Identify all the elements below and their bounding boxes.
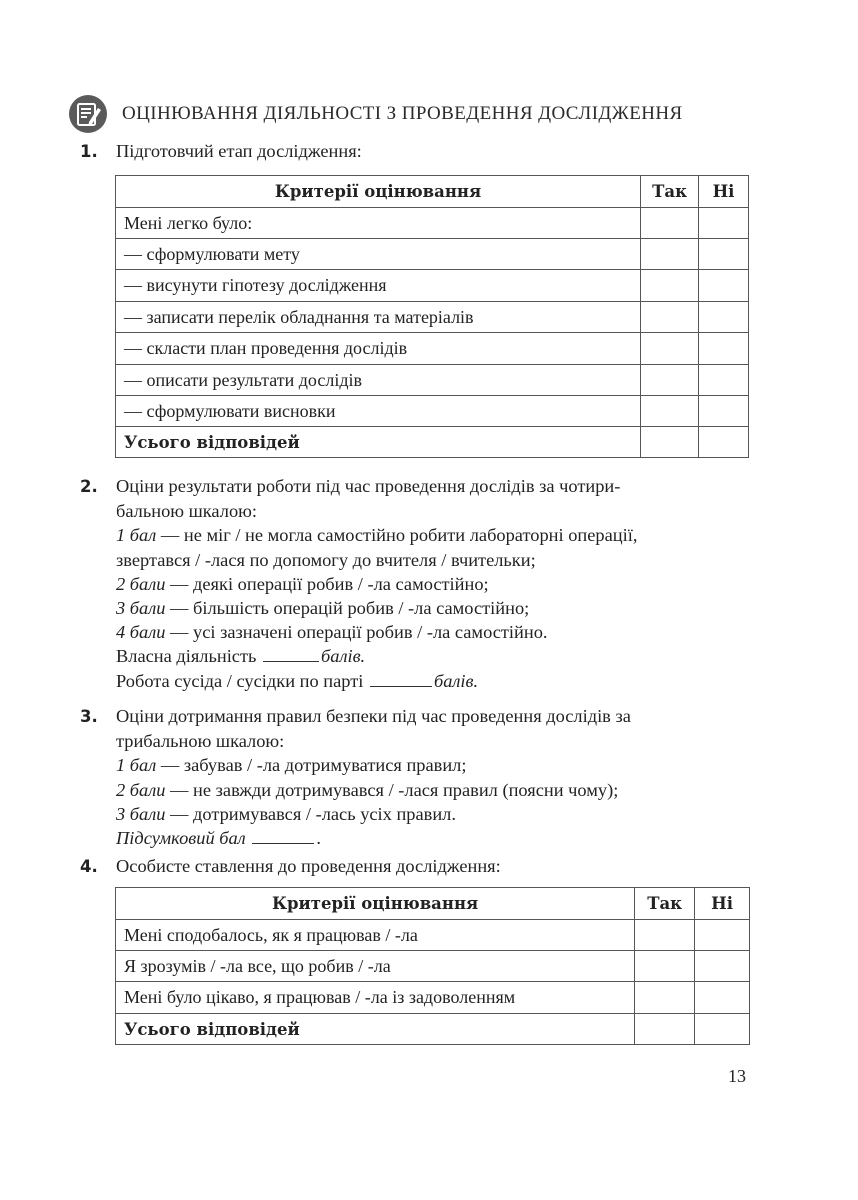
no-cell[interactable] bbox=[699, 302, 749, 333]
no-cell[interactable] bbox=[699, 396, 749, 427]
yes-total-cell[interactable] bbox=[635, 1014, 695, 1045]
neighbor-score-blank[interactable] bbox=[370, 670, 432, 687]
column-header-criteria: Критерії оцінювання bbox=[116, 888, 635, 920]
section-intro: Оціни дотримання правил безпеки під час проведення дослідів за bbox=[116, 706, 631, 726]
own-score-line bbox=[80, 644, 750, 668]
score-label: 1 бал bbox=[116, 525, 157, 546]
section-title: Особисте ставлення до проведення дослідження: bbox=[116, 856, 501, 876]
no-cell[interactable] bbox=[699, 270, 749, 302]
yes-cell[interactable] bbox=[641, 396, 699, 427]
section-intro-cont: трибальною шкалою: bbox=[116, 731, 285, 752]
yes-total-cell[interactable] bbox=[641, 427, 699, 458]
section-number: 2. bbox=[80, 477, 98, 496]
own-score-label: Власна діяльність bbox=[116, 646, 261, 667]
score-text: — дотримувався / -лась усіх правил. bbox=[165, 803, 456, 824]
criterion-label: — висунути гіпотезу дослідження bbox=[116, 270, 641, 302]
criterion-label: — сформулювати мету bbox=[116, 239, 641, 270]
criterion-label: Мені сподобалось, як я працював / -ла bbox=[116, 920, 635, 951]
yes-cell[interactable] bbox=[635, 920, 695, 951]
no-cell[interactable] bbox=[695, 951, 750, 982]
score-label: 3 бали bbox=[116, 598, 166, 619]
column-header-yes: Так bbox=[635, 888, 695, 920]
score-item bbox=[80, 802, 750, 826]
yes-cell[interactable] bbox=[635, 951, 695, 982]
table-row bbox=[116, 302, 749, 333]
no-total-cell[interactable] bbox=[699, 427, 749, 458]
neighbor-score-label: Робота сусіда / сусідки по парті bbox=[116, 670, 368, 691]
score-item-cont: звертався / -лася по допомогу до вчителя / вчительки; bbox=[116, 549, 536, 570]
table-row bbox=[116, 982, 750, 1014]
score-text: — забував / -ла дотримуватися правил; bbox=[156, 755, 467, 776]
section-intro-cont: бальною шкалою: bbox=[116, 501, 257, 522]
total-label: Усього відповідей bbox=[116, 427, 641, 458]
score-text: — деякі операції робив / -ла самостійно; bbox=[165, 573, 489, 594]
score-text: — не завжди дотримувався / -лася правил (поясни чому); bbox=[165, 779, 619, 800]
section-header bbox=[68, 94, 683, 134]
score-label: 2 бали bbox=[116, 779, 166, 800]
table-row bbox=[116, 396, 749, 427]
criterion-label: — сформулювати висновки bbox=[116, 396, 641, 427]
yes-cell[interactable] bbox=[641, 333, 699, 365]
column-header-no: Ні bbox=[699, 176, 749, 208]
no-cell[interactable] bbox=[699, 239, 749, 270]
table-header-row bbox=[116, 176, 749, 208]
yes-cell[interactable] bbox=[641, 208, 699, 239]
section-number: 4. bbox=[80, 857, 98, 876]
table-row bbox=[116, 208, 749, 239]
attitude-criteria-table bbox=[115, 887, 750, 1045]
score-label: 4 бали bbox=[116, 622, 166, 643]
no-cell[interactable] bbox=[699, 208, 749, 239]
final-score-label: Підсумковий бал bbox=[116, 828, 251, 849]
no-total-cell[interactable] bbox=[695, 1014, 750, 1045]
table-row bbox=[116, 365, 749, 396]
final-score-end: . bbox=[316, 828, 321, 849]
column-header-criteria: Критерії оцінювання bbox=[116, 176, 641, 208]
criterion-label: Мені легко було: bbox=[116, 208, 641, 239]
section-intro: Оціни результати роботи під час проведення дослідів за чотири- bbox=[116, 476, 621, 496]
preparation-criteria-table bbox=[115, 175, 749, 458]
yes-cell[interactable] bbox=[641, 365, 699, 396]
score-item bbox=[80, 753, 750, 777]
table-row bbox=[116, 951, 750, 982]
score-text: — усі зазначені операції робив / -ла самостійно. bbox=[165, 622, 548, 643]
no-cell[interactable] bbox=[695, 982, 750, 1014]
table-row bbox=[116, 333, 749, 365]
page-number: 13 bbox=[728, 1066, 746, 1086]
score-text: — більшість операцій робив / -ла самостійно; bbox=[165, 598, 530, 619]
yes-cell[interactable] bbox=[641, 270, 699, 302]
column-header-no: Ні bbox=[695, 888, 750, 920]
neighbor-score-unit: балів. bbox=[433, 670, 479, 691]
neighbor-score-line bbox=[80, 669, 750, 693]
criterion-label: — скласти план проведення дослідів bbox=[116, 333, 641, 365]
total-label: Усього відповідей bbox=[116, 1014, 635, 1045]
section-2 bbox=[80, 474, 750, 693]
score-item bbox=[80, 572, 750, 596]
criterion-label: — записати перелік обладнання та матеріалів bbox=[116, 302, 641, 333]
no-cell[interactable] bbox=[699, 365, 749, 396]
yes-cell[interactable] bbox=[641, 239, 699, 270]
section-number: 3. bbox=[80, 707, 98, 726]
notepad-pencil-icon bbox=[68, 94, 108, 134]
criterion-label: Мені було цікаво, я працював / -ла із задоволенням bbox=[116, 982, 635, 1014]
table-total-row bbox=[116, 1014, 750, 1045]
section-number: 1. bbox=[80, 142, 98, 161]
table-header-row bbox=[116, 888, 750, 920]
score-item bbox=[80, 778, 750, 802]
final-score-blank[interactable] bbox=[252, 827, 314, 844]
table-row bbox=[116, 239, 749, 270]
no-cell[interactable] bbox=[699, 333, 749, 365]
section-4-heading bbox=[80, 854, 750, 879]
criterion-label: Я зрозумів / -ла все, що робив / -ла bbox=[116, 951, 635, 982]
score-item bbox=[80, 523, 750, 547]
own-score-blank[interactable] bbox=[263, 645, 319, 662]
score-label: 1 бал bbox=[116, 755, 157, 776]
own-score-unit: балів. bbox=[321, 646, 366, 667]
no-cell[interactable] bbox=[695, 920, 750, 951]
section-3 bbox=[80, 704, 750, 850]
table-total-row bbox=[116, 427, 749, 458]
table-row bbox=[116, 920, 750, 951]
score-item bbox=[80, 620, 750, 644]
criterion-label: — описати результати дослідів bbox=[116, 365, 641, 396]
score-text: — не міг / не могла самостійно робити лабораторні операції, bbox=[156, 525, 638, 546]
column-header-yes: Так bbox=[641, 176, 699, 208]
score-label: 3 бали bbox=[116, 803, 166, 824]
final-score-line bbox=[80, 826, 750, 850]
yes-cell[interactable] bbox=[635, 982, 695, 1014]
page-title: ОЦІНЮВАННЯ ДІЯЛЬНОСТІ З ПРОВЕДЕННЯ ДОСЛІДЖЕННЯ bbox=[122, 103, 683, 124]
table-row bbox=[116, 270, 749, 302]
section-1-heading bbox=[80, 139, 750, 164]
score-item bbox=[80, 596, 750, 620]
score-label: 2 бали bbox=[116, 573, 166, 594]
yes-cell[interactable] bbox=[641, 302, 699, 333]
section-title: Підготовчий етап дослідження: bbox=[116, 141, 362, 161]
